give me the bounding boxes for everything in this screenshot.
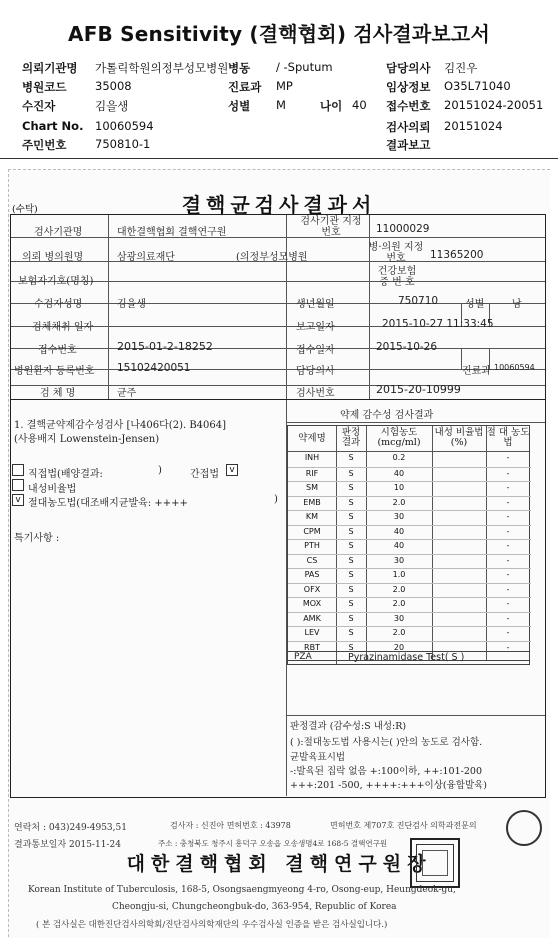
drug-judge-cell: S [348, 526, 354, 536]
special-label: 특기사항 : [14, 533, 60, 544]
health-card-label: 건강보험 증 번 호 [377, 266, 417, 288]
insurance-label: 보험자기호(명칭) [18, 276, 94, 287]
drug-row [288, 525, 531, 537]
age-value: 40 [352, 98, 367, 112]
resist-label: 내성비율법 [28, 484, 77, 495]
footer-address-kr: 주소 : 충청북도 청주시 흥덕구 오송읍 오송생명4로 168-5 결핵연구원 [158, 839, 388, 848]
drug-conc-cell: 0.2 [392, 453, 406, 462]
rrn-label: 주민번호 [22, 138, 67, 152]
drug-abs-cell: - [506, 483, 510, 492]
drug-name-cell: MOX [302, 599, 322, 608]
dept-label: 진료과 [228, 80, 262, 94]
report-date-value: 2015-10-27 11:33:45 [382, 318, 494, 330]
drug-judge-cell: S [348, 453, 354, 462]
drug-abs-cell: - [506, 541, 510, 550]
drug-row [288, 626, 531, 638]
col-drug: 약제명 [298, 433, 326, 444]
drug-row [288, 539, 531, 551]
specimen-label: 검 체 명 [40, 388, 76, 399]
drug-judge-cell: S [348, 584, 354, 594]
ward-label: 병동 [228, 61, 251, 75]
drug-abs-cell: - [506, 555, 510, 565]
drug-conc-cell: 30 [393, 555, 405, 565]
drug-name-cell: LEV [304, 628, 320, 637]
drug-judge-cell: S [348, 613, 354, 623]
accession-label: 접수번호 [38, 345, 77, 356]
drug-name-cell: CS [306, 555, 318, 565]
copy-label: (수탁) [12, 204, 38, 215]
lab-label: 검사기관명 [34, 227, 83, 238]
patient-label: 수진자 [22, 99, 56, 113]
requester-value: 가톨릭학원의정부성모병원 [95, 61, 229, 75]
accession-value: 2015-01-2-18252 [117, 340, 213, 353]
scan-edge-left [8, 169, 9, 937]
receipt-label: 접수번호 [386, 99, 431, 113]
drug-conc-cell: 2.0 [392, 497, 406, 507]
requester-label: 의뢰기관명 [22, 61, 78, 75]
doctor-seal-icon [506, 810, 542, 846]
drug-row [288, 467, 531, 479]
ward-value: / -Sputum [276, 60, 333, 74]
drug-table [287, 425, 530, 661]
hospital-code-label: 병원코드 [22, 80, 67, 94]
patient-value: 김을생 [95, 99, 129, 113]
received-label: 접수일자 [296, 345, 335, 356]
test-no-value: 2015-20-10999 [376, 383, 461, 396]
clinic-label: 의뢰 병의원명 [22, 252, 84, 263]
result-title: 약제 감수성 검사결과 [340, 410, 434, 421]
collect-label: 검체채취 일자 [32, 322, 94, 333]
drug-abs-cell: - [506, 613, 510, 623]
drug-name-cell: EMB [303, 497, 321, 507]
drug-name-cell: CPM [303, 526, 321, 536]
footer-examiner: 검사자 : 신진아 면허번호 : 43978 [170, 821, 291, 830]
clinic-value: 삼광의료재단 [117, 252, 175, 263]
resist-ratio-checkbox [12, 479, 24, 491]
drug-conc-cell: 2.0 [392, 628, 406, 637]
drug-name-cell: SM [306, 483, 318, 492]
direct-label: 직접법(배양결과: [28, 469, 103, 480]
rrn-value: 750810-1 [95, 137, 151, 151]
drug-conc-cell: 30 [393, 613, 405, 623]
drug-name-cell: PAS [304, 570, 320, 579]
drug-judge-cell: S [348, 628, 354, 637]
col-abs: 절 대 농도법 [486, 427, 530, 448]
clinic-code-value: 11365200 [430, 249, 484, 261]
scan-edge [8, 169, 550, 170]
request-date-label: 검사의뢰 [386, 120, 431, 134]
drug-abs-cell: - [506, 628, 510, 637]
drug-abs-cell: - [506, 512, 510, 521]
birth-value: 750710 [398, 295, 439, 307]
drug-abs-cell: - [506, 453, 510, 462]
drug-conc-cell: 30 [393, 512, 405, 521]
drug-conc-cell: 1.0 [392, 570, 406, 579]
drug-name-cell: INH [304, 453, 320, 462]
drug-row [288, 612, 531, 624]
specimen-value: 균주 [117, 388, 137, 399]
gender-value: 남 [512, 299, 522, 310]
drug-row [288, 583, 531, 595]
indirect-checkbox: v [226, 464, 238, 476]
legend-2: ( ):절대농도법 사용시는( )안의 농도로 검사함. [290, 737, 483, 748]
footer-license: 면허번호 제707호 진단검사 의학과전문의 [330, 821, 477, 830]
drug-row [288, 554, 531, 566]
drug-row [288, 496, 531, 508]
legend-5: +++:201 -500, ++++:+++이상(융합발육) [290, 780, 488, 791]
receipt-value: 20151024-20051 [444, 98, 544, 112]
footer-en-line2: Cheongju-si, Chungcheongbuk-do, 363-954, Republic of Korea [112, 902, 397, 912]
test-line1: 1. 결핵균약제감수성검사 [나406다(2). B4064] [14, 420, 227, 431]
drug-name-cell: KM [305, 512, 319, 521]
direct-method-checkbox [12, 464, 24, 476]
drug-conc-cell: 2.0 [392, 584, 406, 594]
test-line2: (사용배지 Lowenstein-Jensen) [14, 434, 160, 445]
lab-value: 대한결핵협회 결핵연구원 [117, 227, 227, 238]
legend-4: -:발육된 집락 없음 +:100이하, ++:101-200 [290, 766, 482, 777]
indirect-label: 간접법 [190, 469, 219, 480]
drug-row [288, 481, 531, 493]
birth-label: 생년월일 [296, 299, 335, 310]
clinical-value: O35L71040 [444, 79, 511, 93]
subject-value: 김을생 [117, 299, 146, 310]
drug-row [288, 597, 531, 609]
drug-judge-cell: S [348, 555, 354, 565]
dept-value: MP [276, 79, 293, 93]
drug-abs-cell: - [506, 497, 510, 507]
clinic-code-label: 병·의원 지정번호 [368, 242, 424, 264]
drug-conc-cell: 10 [393, 483, 405, 492]
official-seal-icon [410, 838, 460, 888]
col-conc: 시험농도 (mcg/ml) [377, 427, 421, 448]
report-title: 결핵균검사결과서 [181, 193, 377, 217]
drug-row [288, 452, 531, 464]
doctor-label: 담당의사 [386, 61, 431, 75]
dept2-value: 10060594 [494, 363, 535, 372]
request-date-value: 20151024 [444, 119, 503, 133]
gender-label: 성별 [465, 299, 485, 310]
drug-judge-cell: S [348, 570, 354, 579]
footer-phone: 연락처 : 043)249-4953,51 [14, 823, 127, 833]
drug-judge-cell: S [348, 642, 354, 652]
legend-3: 균발육표시법 [290, 752, 346, 763]
drug-conc-cell: 40 [393, 541, 405, 550]
lab-code-value: 11000029 [376, 223, 430, 235]
pza-value: Pyrazinamidase Test( S ) [348, 652, 465, 663]
direct-close: ) [158, 465, 162, 476]
hospital-reg-value: 15102420051 [117, 362, 191, 374]
absolute-close: ) [274, 494, 278, 505]
drug-row [288, 568, 531, 580]
pza-label: PZA [294, 652, 312, 662]
report-label: 결과보고 [386, 138, 431, 152]
absolute-checkbox: v [12, 494, 24, 506]
drug-abs-cell: - [506, 468, 510, 478]
drug-name-cell: PTH [304, 541, 320, 550]
sex-value: M [276, 98, 286, 112]
drug-judge-cell: S [348, 512, 354, 521]
clinic-paren: (의정부성모병원 [236, 252, 308, 263]
drug-row [288, 510, 531, 522]
drug-abs-cell: - [506, 584, 510, 594]
lab-code-label: 검사기관 지정번호 [300, 216, 362, 238]
sex-label: 성별 [228, 99, 251, 113]
organization-name: 대한결핵협회 결핵연구원장 [126, 853, 432, 875]
age-label: 나이 [320, 99, 343, 113]
drug-conc-cell: 40 [393, 468, 405, 478]
received-value: 2015-10-26 [376, 341, 438, 353]
drug-abs-cell: - [506, 570, 510, 579]
col-judge: 판정 결과 [341, 427, 361, 448]
drug-name-cell: RIF [305, 468, 319, 478]
drug-name-cell: OFX [303, 584, 321, 594]
hospital-code-value: 35008 [95, 79, 132, 93]
test-no-label: 검사번호 [296, 388, 335, 399]
drug-judge-cell: S [348, 497, 354, 507]
dept2-label: 진료과 [462, 366, 491, 377]
drug-conc-cell: 40 [393, 526, 405, 536]
absolute-label: 절대농도법(대조배지균발육: ++++ [28, 498, 188, 509]
drug-name-cell: RBT [304, 642, 320, 652]
col-resist: 내성 비율법(%) [434, 427, 484, 448]
doctor-value: 김진우 [444, 61, 478, 75]
clinical-label: 임상정보 [386, 80, 431, 94]
drug-name-cell: AMK [303, 613, 321, 623]
drug-judge-cell: S [348, 483, 354, 492]
drug-abs-cell: - [506, 642, 510, 652]
hospital-reg-label: 병원환자 등록번호 [14, 366, 95, 377]
header-divider [0, 158, 558, 159]
page-title: AFB Sensitivity (결핵협회) 검사결과보고서 [68, 22, 490, 46]
pza-row [287, 651, 530, 665]
physician-label: 담당의사 [296, 366, 335, 377]
subject-label: 수검자성명 [34, 299, 83, 310]
drug-abs-cell: - [506, 599, 510, 608]
drug-conc-cell: 2.0 [392, 599, 406, 608]
drug-judge-cell: S [348, 468, 354, 478]
drug-judge-cell: S [348, 541, 354, 550]
footer-report-date: 결과통보일자 2015-11-24 [14, 840, 121, 850]
drug-judge-cell: S [348, 599, 354, 608]
drug-conc-cell: 20 [393, 642, 405, 652]
chart-label: Chart No. [22, 119, 84, 133]
drug-abs-cell: - [506, 526, 510, 536]
footer-notice: ( 본 검사실은 대한진단검사의학회/진단검사의학재단의 우수검사실 인증을 받은 검사실입니다.) [36, 920, 388, 930]
report-date-label: 보고일자 [296, 322, 335, 333]
footer-en-line1: Korean Institute of Tuberculosis, 168-5, Osongsaengmyeong 4-ro, Osong-eup, Heungdeok-gu, [28, 885, 456, 895]
chart-value: 10060594 [95, 119, 154, 133]
legend-1: 판정결과 (감수성:S 내성:R) [290, 721, 407, 732]
